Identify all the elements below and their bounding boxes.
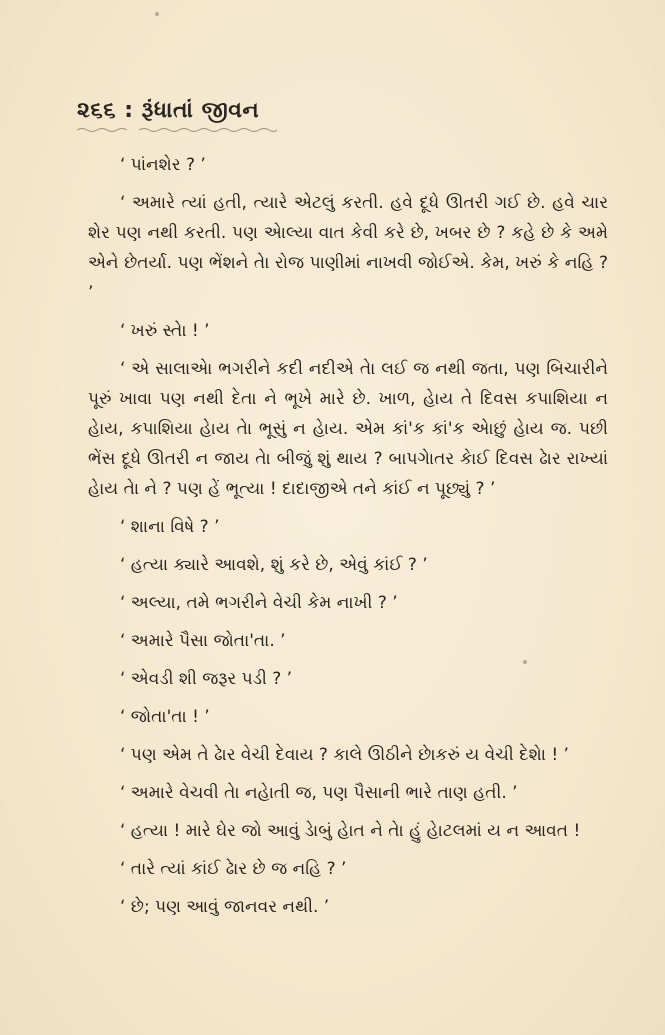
paper-speck bbox=[523, 660, 527, 664]
dialogue-paragraph: ‘ અલ્યા, તમે ભગરીને વેચી કેમ નાખી ? ’ bbox=[120, 593, 398, 613]
dialogue-paragraph: ‘ અમારે પૈસા જોતા'તા. ’ bbox=[120, 631, 286, 651]
dialogue-paragraph: ‘ શાના વિષે ? ’ bbox=[120, 517, 220, 537]
dialogue-paragraph: ‘ તારે ત્યાં કાંઈ ઢાેર છે જ નહિ ? ’ bbox=[120, 859, 347, 879]
dialogue-paragraph: ‘ પણ એમ તે ઢાેર વેચી દેવાય ? કાલે ઊઠીને છેાકરું ય વેચી દેશેા ! ’ bbox=[120, 745, 569, 765]
dialogue-paragraph: ‘ હત્યા ! મારે ઘેર જો આવું ડેાબું હેાત ને તેા હું હેાટલમાં ય ન આવત ! bbox=[120, 821, 581, 841]
header-decorative-underline bbox=[77, 127, 277, 133]
page-body bbox=[88, 150, 608, 930]
dialogue-paragraph: ‘ એવડી શી જરૂર પડી ? ’ bbox=[120, 669, 293, 689]
dialogue-paragraph: ‘ હત્યા ક્યારે આવશે, શું કરે છે, એવું કાંઈ ? ’ bbox=[120, 555, 428, 575]
page-header: ૨૬૬ : રૂંધાતાં જીવન bbox=[77, 98, 260, 123]
dialogue-paragraph: ‘ અમારે વેચવી તેા નહેાતી જ, પણ પૈસાની ભારે તાણ હતી. ’ bbox=[120, 783, 518, 803]
dialogue-paragraph: ‘ છે; પણ આવું જાનવર નથી. ’ bbox=[120, 897, 330, 917]
dialogue-paragraph: ‘ જોતા'તા ! ’ bbox=[120, 707, 210, 727]
dialogue-paragraph: ‘ અમારે ત્યાં હતી, ત્યારે એટલું કરતી. હવે દૂધે ઊતરી ગઈ છે. હવે ચાર શેર પણ નથી કરતી. પણ એાલ્યા વાત કેવી કરે છે, ખબર છે ? કહે છે કે અમે એને છેતર્યા. પણ ભેંશને તેા રોજ પાણીમાં નાખવી જોઈએ. કેમ, ખરું કે નહિ ? ’ bbox=[88, 193, 608, 303]
dialogue-paragraph: ‘ ખરું સ્તેા ! ’ bbox=[120, 321, 210, 341]
paper-speck bbox=[155, 12, 159, 16]
dialogue-paragraph: ‘ એ સાલાએા ભગરીને કદી નદીએ તેા લઈ જ નથી જતા, પણ બિચારીને પૂરું ખાવા પણ નથી દેતા ને ભૂખે મારે છે. ખાળ, હેાય તે દિવસ કપાશિયા ન હેાય, કપાશિયા હેાય તેા ભૂસું ન હેાય. એમ કાં'ક કાં'ક એાછું હેાય જ. પછી ભેંસ દૂધે ઊતરી ન જાય તેા બીજું શું થાય ? બાપગાેતર કાેઈ દિવસ ઢાેર રાખ્યાં હેાય તેા ને ? પણ હેં ભૂત્યા ! દાદાજીએ તને કાંઈ ન પૂછ્યું ? ’ bbox=[88, 359, 608, 499]
dialogue-paragraph: ‘ પાંનશેર ? ’ bbox=[120, 155, 206, 175]
